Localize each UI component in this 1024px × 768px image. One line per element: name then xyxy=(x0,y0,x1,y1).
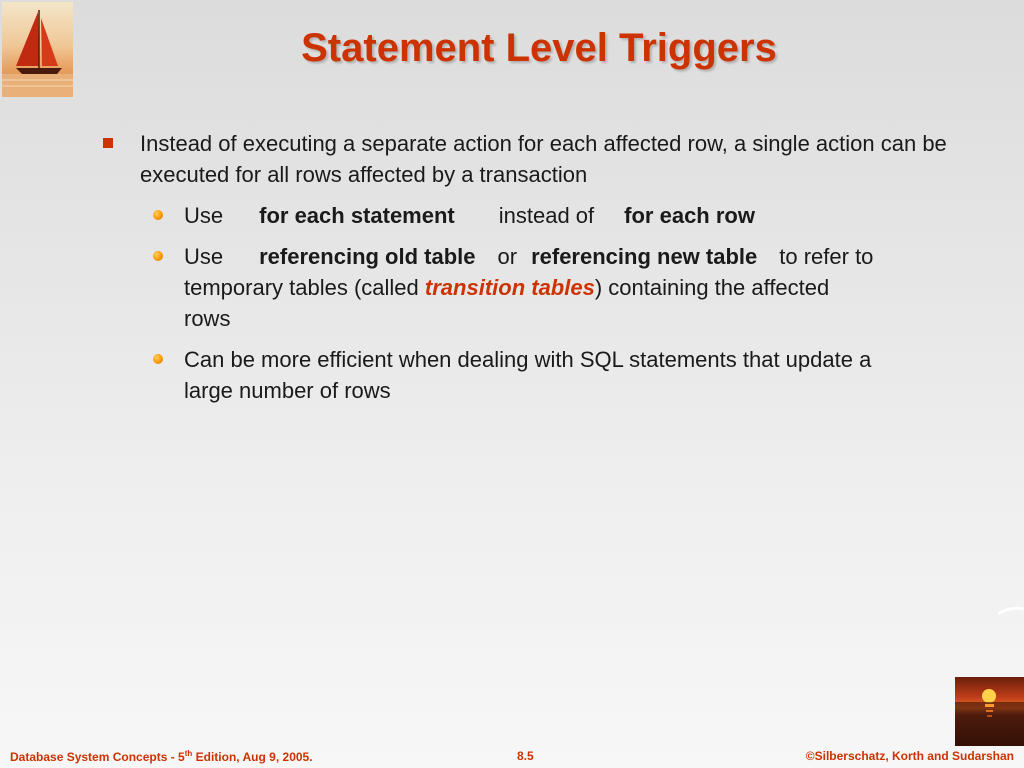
sub-bullet-item xyxy=(100,344,874,406)
sub-text-pre: Use xyxy=(184,203,224,228)
slide-body xyxy=(100,128,960,406)
sub-bullet-item xyxy=(100,241,874,334)
keyword-text: for each row xyxy=(624,203,755,228)
slide-title: Statement Level Triggers xyxy=(301,26,777,70)
sunset-image-icon xyxy=(955,677,1024,746)
sub-text-pre: Use xyxy=(184,244,224,269)
sub-text-mid: or xyxy=(497,244,518,269)
round-bullet-icon xyxy=(153,354,163,364)
sub-text-mid: instead of xyxy=(498,203,595,228)
slide-footer xyxy=(0,745,1024,768)
footer-book-info: Database System Concepts - 5th Edition, Aug 9, 2005. xyxy=(10,749,313,764)
highlight-text: transition tables xyxy=(424,275,595,300)
sub-text: Can be more efficient when dealing with SQL statements that update a large number of rows xyxy=(184,347,872,403)
keyword-text: referencing old table xyxy=(259,244,476,269)
keyword-text: for each statement xyxy=(259,203,455,228)
bullet-item xyxy=(100,128,960,190)
sub-text-post: to refer to temporary tables (called xyxy=(184,244,874,300)
round-bullet-icon xyxy=(153,210,163,220)
bullet-text: Instead of executing a separate action for each affected row, a single action can be executed for all rows affected by a transaction xyxy=(140,131,947,187)
footer-copyright: ©Silberschatz, Korth and Sudarshan xyxy=(805,749,1014,763)
sub-bullet-item xyxy=(100,200,874,231)
swoosh-decoration-icon xyxy=(998,606,1024,616)
sub-text-end: ) containing the affected rows xyxy=(184,275,830,331)
footer-page-number: 8.5 xyxy=(517,749,534,763)
round-bullet-icon xyxy=(153,251,163,261)
square-bullet-icon xyxy=(103,138,113,148)
keyword-text: referencing new table xyxy=(531,244,758,269)
